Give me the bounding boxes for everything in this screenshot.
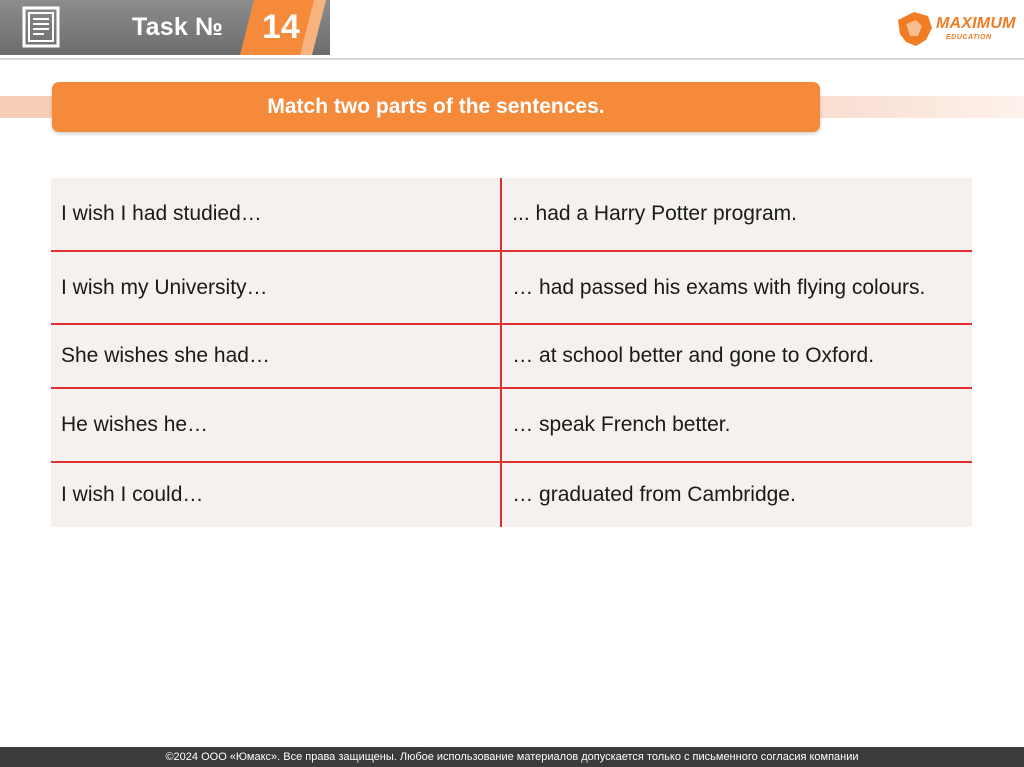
sentence-end: … at school better and gone to Oxford. — [512, 344, 875, 367]
sentence-start: He wishes he… — [51, 388, 501, 462]
banner-strip-left — [0, 96, 52, 118]
banner-strip-right — [818, 96, 1024, 118]
table-row — [51, 324, 972, 388]
table-row — [51, 178, 972, 251]
sentence-end: … speak French better. — [512, 413, 731, 436]
document-icon — [22, 6, 60, 48]
sentence-end: … graduated from Cambridge. — [512, 483, 796, 506]
sentence-start: I wish my University… — [51, 251, 501, 324]
task-label: Task № — [132, 13, 224, 41]
copyright-text: ©2024 ООО «Юмакс». Все права защищены. Любое использование материалов допускается только с письменного согласия компании — [165, 751, 859, 763]
matching-table — [51, 178, 972, 527]
table-row — [51, 388, 972, 462]
task-number: 14 — [262, 8, 300, 46]
logo-subtext: EDUCATION — [946, 34, 992, 41]
instruction-text: Match two parts of the sentences. — [267, 95, 605, 118]
sentence-end: … had passed his exams with flying colours. — [512, 275, 926, 299]
header-divider — [0, 58, 1024, 60]
table-row — [51, 462, 972, 527]
logo-text: MAXIMUM — [936, 15, 1016, 32]
slide-header — [0, 0, 1024, 60]
table-row — [51, 251, 972, 324]
copyright-footer — [0, 747, 1024, 767]
instruction-banner — [52, 82, 820, 132]
sentence-end: ... had a Harry Potter program. — [512, 202, 797, 225]
sentence-start: She wishes she had… — [51, 324, 501, 388]
sentence-start: I wish I could… — [51, 462, 501, 527]
sentence-start: I wish I had studied… — [51, 178, 501, 251]
